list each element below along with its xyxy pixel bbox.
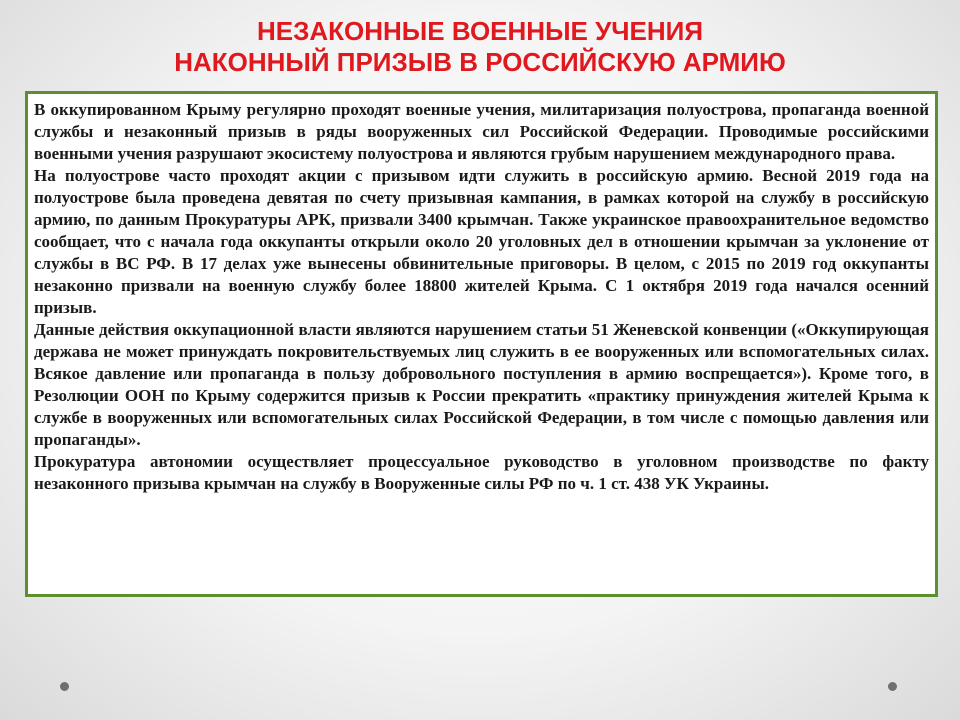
decorative-dot-left <box>60 682 69 691</box>
paragraph-geneva-convention: Данные действия оккупационной власти являются нарушением статьи 51 Женевской конвенции («Оккупирующая держава не может принуждать покровительствуемых лиц служить в ее вооруженных или вспомогательных силах. Всякое давление или пропаганда в пользу добровольного поступления в армию воспрещается»). Кроме того, в Резолюции ООН по Крыму содержится призыв к России прекратить «практику принуждения жителей Крыма к службе в вооруженных или вспомогательных силах Российской Федерации, в том числе с помощью давления или пропаганды». <box>34 320 929 449</box>
paragraph-prosecutor: Прокуратура автономии осуществляет процессуальное руководство в уголовном производстве по факту незаконного призыва крымчан на службу в Вооруженные силы РФ по ч. 1 ст. 438 УК Украины. <box>34 452 929 493</box>
paragraph-conscription-campaign: На полуострове часто проходят акции с призывом идти служить в российскую армию. Весной 2019 года на полуострове была проведена девятая по счету призывная кампания, в рамках которой на службу в российскую армию, по данным Прокуратуры АРК, призвали 3400 крымчан. Также украинское правоохранительное ведомство сообщает, что с начала года оккупанты открыли около 20 уголовных дел в отношении крымчан за уклонение от службы в ВС РФ. В 17 делах уже вынесены обвинительные приговоры. В целом, с 2015 по 2019 год оккупанты незаконно призвали на военную службу более 18800 жителей Крыма. С 1 октября 2019 года начался осенний призыв. <box>34 166 929 317</box>
content-box <box>25 91 938 597</box>
decorative-dot-right <box>888 682 897 691</box>
slide-title-line-1: НЕЗАКОННЫЕ ВОЕННЫЕ УЧЕНИЯ <box>256 16 704 46</box>
paragraph-military-exercises: В оккупированном Крыму регулярно проходят военные учения, милитаризация полуострова, пропаганда военной службы и незаконный призыв в ряды вооруженных сил Российской Федерации. Проводимые российскими военными учения разрушают экосистему полуострова и являются грубым нарушением международного права. <box>34 100 929 163</box>
slide-title-line-2: НАКОННЫЙ ПРИЗЫВ В РОССИЙСКУЮ АРМИЮ <box>174 47 786 77</box>
slide-title <box>0 16 960 78</box>
